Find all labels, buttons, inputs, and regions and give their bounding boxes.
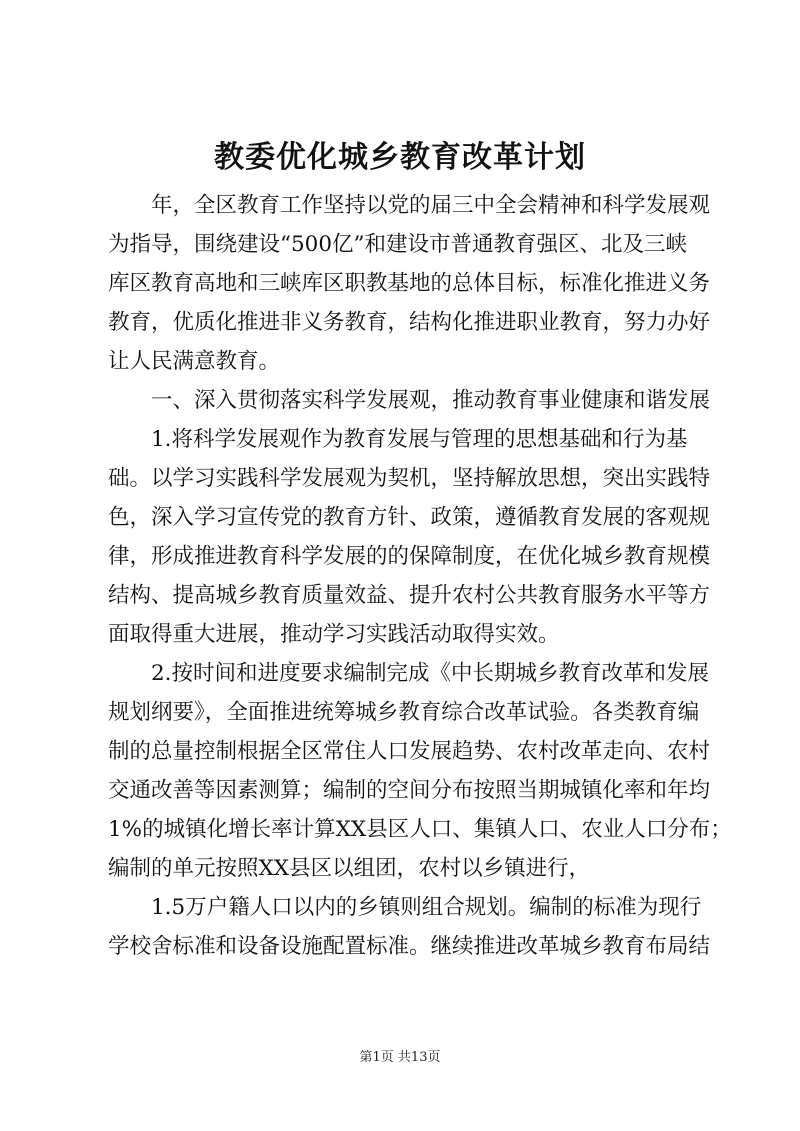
paragraph-line: 为指导，围绕建设“500亿”和建设市普通教育强区、北及三峡 [108, 232, 688, 257]
paragraph-line: 库区教育高地和三峡库区职教基地的总体目标，标准化推进义务 [108, 271, 711, 296]
paragraph-line: 制的总量控制根据全区常住人口发展趋势、农村改革走向、农村 [108, 739, 711, 764]
paragraph-item-1 [108, 420, 711, 654]
paragraph-line: 学校舍标准和设备设施配置标准。继续推进改革城乡教育布局结 [108, 934, 711, 959]
paragraph-line: 1.将科学发展观作为教育发展与管理的思想基础和行为基 [151, 427, 688, 452]
paragraph-line: 年，全区教育工作坚持以党的届三中全会精神和科学发展观 [151, 193, 711, 218]
paragraph-line: 规划纲要》，全面推进统筹城乡教育综合改革试验。各类教育编 [108, 700, 700, 725]
paragraph-line: 让人民满意教育。 [108, 349, 281, 374]
section-heading-text: 一、深入贯彻落实科学发展观，推动教育事业健康和谐发展 [151, 388, 711, 413]
paragraph-line: 1.5万户籍人口以内的乡镇则组合规划。编制的标准为现行 [151, 895, 702, 920]
paragraph-line: 教育，优质化推进非义务教育，结构化推进职业教育，努力办好 [108, 310, 711, 335]
paragraph-line: 交通改善等因素测算；编制的空间分布按照当期城镇化率和年均 [108, 778, 711, 803]
paragraph-item-2 [108, 654, 732, 888]
paragraph-line: 2.按时间和进度要求编制完成《中长期城乡教育改革和发展 [151, 661, 710, 686]
paragraph-line: 律，形成推进教育科学发展的的保障制度，在优化城乡教育规模 [108, 544, 711, 569]
document-title: 教委优化城乡教育改革计划 [214, 140, 586, 175]
paragraph-intro [108, 186, 711, 381]
paragraph-line: 1%的城镇化增长率计算XX县区人口、集镇人口、农业人口分布； [108, 817, 732, 842]
paragraph-line: 面取得重大进展，推动学习实践活动取得实效。 [108, 622, 560, 647]
paragraph-line: 色，深入学习宣传党的教育方针、政策，遵循教育发展的客观规 [108, 505, 711, 530]
paragraph-line: 础。以学习实践科学发展观为契机，坚持解放思想，突出实践特 [108, 466, 711, 491]
paragraph-line: 编制的单元按照XX县区以组团，农村以乡镇进行， [108, 856, 591, 881]
document-body [108, 186, 732, 966]
page-footer: 第1页 共13页 [359, 1050, 441, 1065]
paragraph-continuation [108, 888, 711, 966]
section-heading [108, 381, 711, 420]
paragraph-line: 结构、提高城乡教育质量效益、提升农村公共教育服务水平等方 [108, 583, 711, 608]
